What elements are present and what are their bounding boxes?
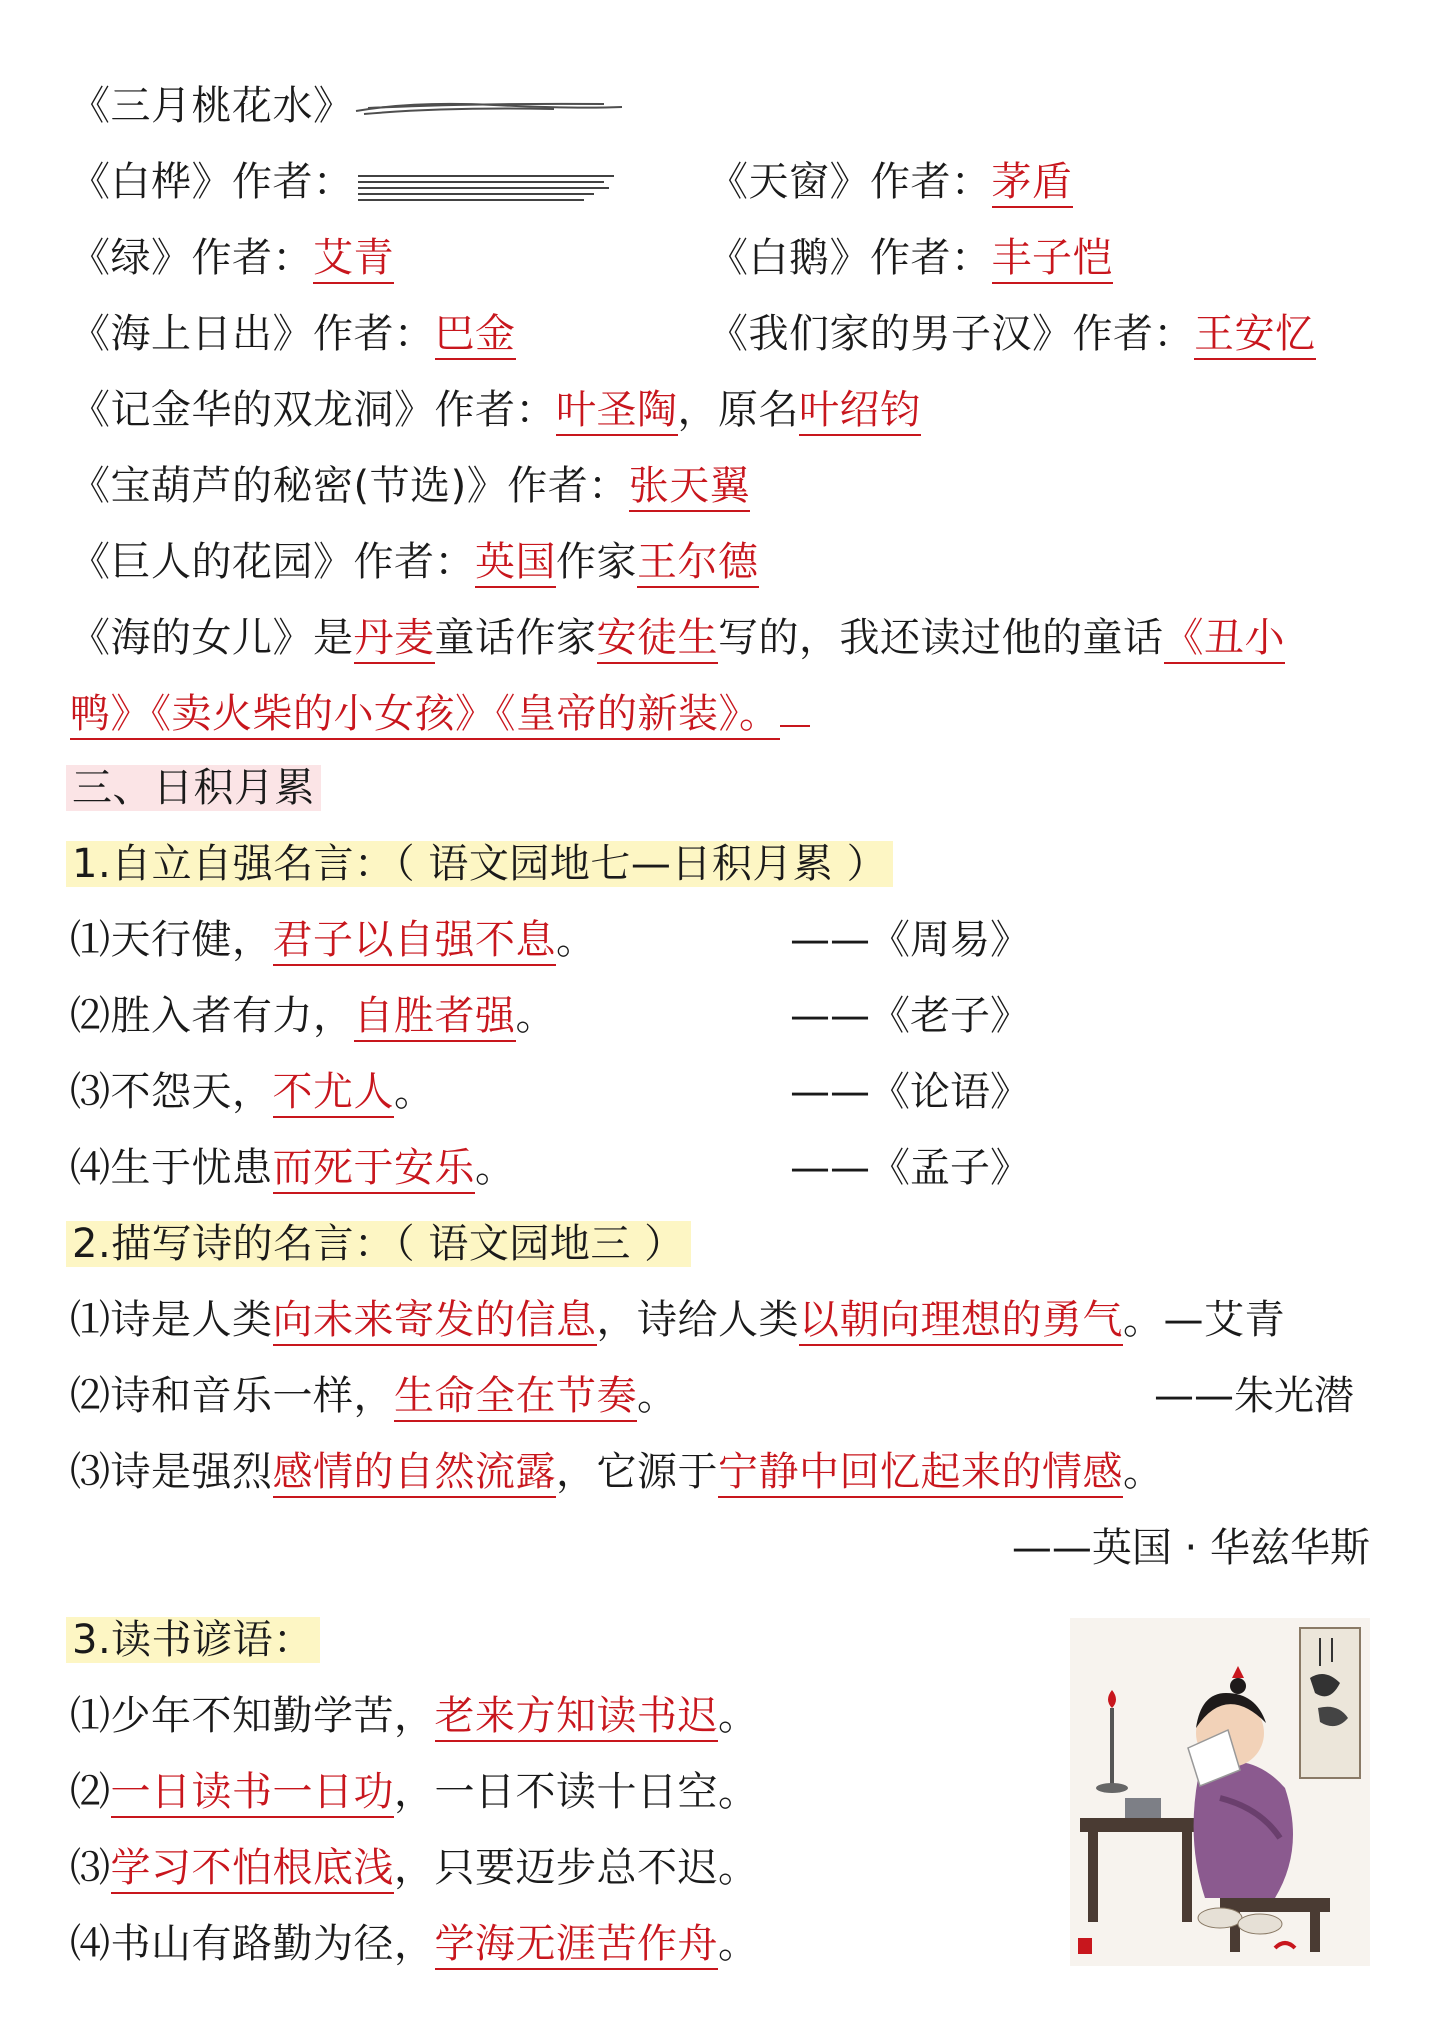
scribble-redaction — [354, 164, 624, 204]
row-tianchuang — [708, 156, 1073, 208]
row-baohulu — [70, 460, 750, 512]
row-sanyue — [70, 80, 624, 132]
answer-text: 巴金 — [435, 311, 516, 360]
quote-source: ——《论语》 — [790, 1069, 1030, 1115]
quote-text: ⑶ — [70, 1845, 111, 1891]
answer-text: 丹麦 — [354, 615, 435, 664]
answer-text: 老来方知读书迟 — [435, 1693, 719, 1742]
quote-text: ⑷生于忧患 — [70, 1145, 273, 1191]
quote-text: 。—艾青 — [1123, 1297, 1285, 1343]
answer-text: 君子以自强不息 — [273, 917, 557, 966]
section-title: 三、日积月累 — [66, 765, 321, 811]
quote-text: 。 — [515, 993, 556, 1039]
row-haide-2 — [70, 688, 810, 740]
quote-source: ——《孟子》 — [790, 1145, 1030, 1191]
answer-text: 艾青 — [313, 235, 394, 284]
book-title: 《三月桃花水》 — [70, 83, 354, 129]
group-heading — [66, 1218, 691, 1270]
connector-text: 作家 — [556, 539, 637, 585]
answer-text: 丰子恺 — [992, 235, 1114, 284]
answer-text: 鸭》《卖火柴的小女孩》《皇帝的新装》。 — [70, 691, 780, 740]
answer-text: 向未来寄发的信息 — [273, 1297, 597, 1346]
quote-text: 。 — [556, 917, 597, 963]
quote-text: 。 — [475, 1145, 516, 1191]
book-prefix: 《海上日出》作者： — [70, 311, 435, 357]
quote-text: 。 — [718, 1921, 759, 1967]
child-reading-painting-icon — [1070, 1618, 1370, 1966]
answer-text: 英国 — [475, 539, 556, 588]
quote-text: 。 — [1123, 1449, 1164, 1495]
quote-item — [70, 1370, 678, 1422]
group-heading — [66, 1614, 320, 1666]
quote-text: 。 — [394, 1069, 435, 1115]
quote-item — [70, 1294, 1285, 1346]
quote-source: ——《周易》 — [790, 917, 1030, 963]
row-shuanglong — [70, 384, 921, 436]
answer-text: 叶绍钧 — [799, 387, 921, 436]
quote-item — [70, 990, 556, 1042]
quote-text: ，诗给人类 — [596, 1297, 799, 1343]
group-title: 3.读书谚语： — [66, 1617, 320, 1663]
row-haide-1 — [70, 612, 1285, 664]
row-baihua — [70, 156, 624, 208]
answer-text: 而死于安乐 — [273, 1145, 476, 1194]
quote-item — [70, 914, 597, 966]
book-prefix: 《宝葫芦的秘密(节选)》作者： — [70, 463, 629, 509]
book-prefix: 《白鹅》作者： — [708, 235, 992, 281]
row-lv — [70, 232, 394, 284]
quote-text: ⑴天行健， — [70, 917, 273, 963]
quote-item — [70, 1842, 759, 1894]
row-nanzihan — [708, 308, 1316, 360]
answer-text: 《丑小 — [1164, 615, 1286, 664]
answer-text: 以朝向理想的勇气 — [799, 1297, 1123, 1346]
quote-text: 。 — [637, 1373, 678, 1419]
quote-source: ——《老子》 — [790, 993, 1030, 1039]
answer-text: 安徒生 — [597, 615, 719, 664]
quote-item — [70, 1918, 759, 1970]
answer-text: 叶圣陶 — [556, 387, 678, 436]
answer-text: 感情的自然流露 — [273, 1449, 557, 1498]
answer-text: 自胜者强 — [354, 993, 516, 1042]
scribble-redaction — [354, 93, 624, 123]
book-prefix: 《巨人的花园》作者： — [70, 539, 475, 585]
sentence-text: 写的，我还读过他的童话 — [718, 615, 1164, 661]
answer-text: 学海无涯苦作舟 — [435, 1921, 719, 1970]
sentence-text: 《海的女儿》是 — [70, 615, 354, 661]
answer-text: 茅盾 — [992, 159, 1073, 208]
book-prefix: 《绿》作者： — [70, 235, 313, 281]
quote-source: ——英国 · 华兹华斯 — [1011, 1525, 1370, 1571]
quote-text: ，只要迈步总不迟。 — [394, 1845, 759, 1891]
quote-text: ⑵胜入者有力， — [70, 993, 354, 1039]
quote-text: ，一日不读十日空。 — [394, 1769, 759, 1815]
connector-text: ，原名 — [677, 387, 799, 433]
row-baie — [708, 232, 1113, 284]
quote-text: ⑶不怨天， — [70, 1069, 273, 1115]
quote-text: ⑵诗和音乐一样， — [70, 1373, 394, 1419]
sentence-text: 童话作家 — [434, 615, 597, 661]
quote-item — [70, 1142, 516, 1194]
answer-text: 一日读书一日功 — [111, 1769, 395, 1818]
book-prefix: 《我们家的男子汉》作者： — [708, 311, 1194, 357]
quote-item — [70, 1766, 759, 1818]
quote-text: ，它源于 — [556, 1449, 718, 1495]
answer-text: 生命全在节奏 — [394, 1373, 637, 1422]
quote-text: ⑴诗是人类 — [70, 1297, 273, 1343]
quote-text: 。 — [718, 1693, 759, 1739]
quote-text: ⑷书山有路勤为径， — [70, 1921, 435, 1967]
answer-text: 不尤人 — [273, 1069, 395, 1118]
answer-text: 宁静中回忆起来的情感 — [718, 1449, 1123, 1498]
answer-text: 王安忆 — [1194, 311, 1316, 360]
row-haishang — [70, 308, 516, 360]
quote-item — [70, 1446, 1164, 1498]
quote-item — [70, 1066, 435, 1118]
quote-text: ⑶诗是强烈 — [70, 1449, 273, 1495]
book-prefix: 《白桦》作者： — [70, 159, 354, 205]
answer-text: 王尔德 — [637, 539, 759, 588]
section-heading — [66, 762, 321, 814]
group-title: 2.描写诗的名言：（ 语文园地三 ） — [66, 1221, 691, 1267]
group-title: 1.自立自强名言：（ 语文园地七—日积月累 ） — [66, 841, 893, 887]
answer-text: 张天翼 — [629, 463, 751, 512]
quote-item — [70, 1690, 759, 1742]
answer-underline-tail — [780, 724, 810, 727]
answer-text: 学习不怕根底浅 — [111, 1845, 395, 1894]
row-juren — [70, 536, 759, 588]
quote-source: ——朱光潜 — [1154, 1373, 1354, 1419]
group-heading — [66, 838, 893, 890]
book-prefix: 《天窗》作者： — [708, 159, 992, 205]
quote-text: ⑴少年不知勤学苦， — [70, 1693, 435, 1739]
quote-text: ⑵ — [70, 1769, 111, 1815]
book-prefix: 《记金华的双龙洞》作者： — [70, 387, 556, 433]
